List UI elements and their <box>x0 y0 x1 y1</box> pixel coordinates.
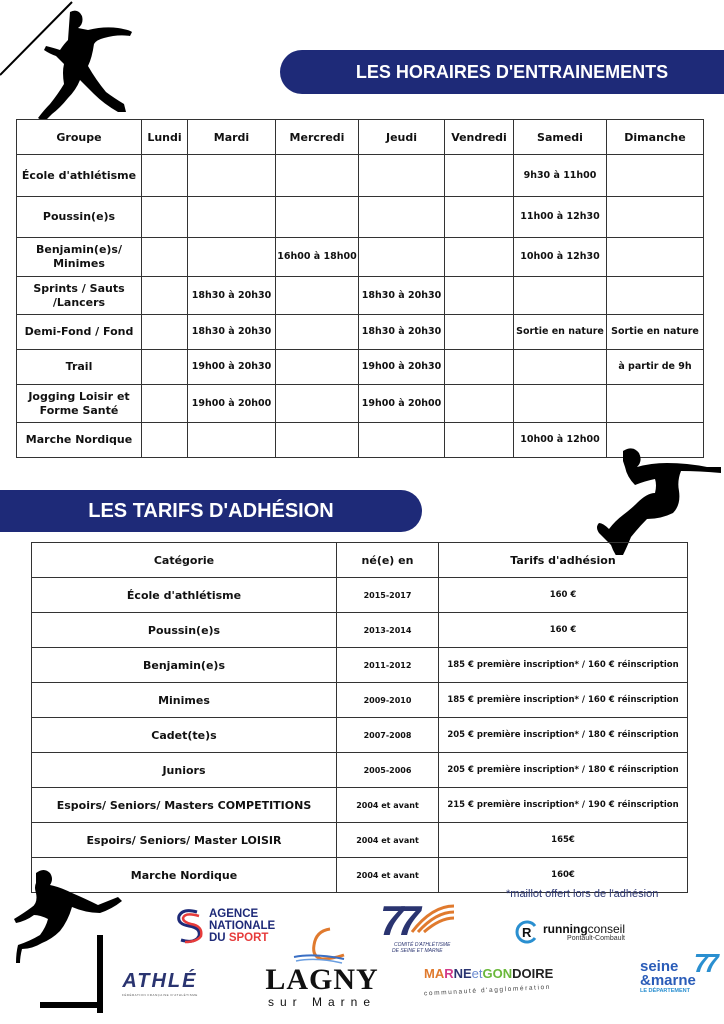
tarif-born-cell: 2004 et avant <box>337 858 439 893</box>
tarif-category-cell: Espoirs/ Seniors/ Master LOISIR <box>32 823 337 858</box>
schedule-time-cell <box>276 385 359 423</box>
tarif-born-cell: 2015-2017 <box>337 578 439 613</box>
tarif-price-cell: 165€ <box>439 823 688 858</box>
schedule-time-cell <box>607 277 704 315</box>
tarif-price-cell: 205 € première inscription* / 180 € réinscription <box>439 718 688 753</box>
svg-text:R: R <box>522 925 532 940</box>
schedule-time-cell <box>142 385 188 423</box>
tarif-price-cell: 215 € première inscription* / 190 € réinscription <box>439 788 688 823</box>
header-jeudi: Jeudi <box>359 120 445 155</box>
schedule-time-cell <box>276 155 359 197</box>
tarifs-table <box>31 542 688 893</box>
mg-f: DOIRE <box>512 966 554 981</box>
schedule-time-cell: 19h00 à 20h00 <box>359 385 445 423</box>
lagny-name: LAGNY <box>265 963 379 996</box>
schedule-group-cell: Trail <box>17 350 142 385</box>
mg-c: NE <box>453 966 472 981</box>
mg-sub: communauté d'agglomération <box>423 983 552 998</box>
tarif-category-cell: Juniors <box>32 753 337 788</box>
header-mercredi: Mercredi <box>276 120 359 155</box>
header-samedi: Samedi <box>514 120 607 155</box>
schedule-time-cell: 10h00 à 12h00 <box>514 423 607 458</box>
tarif-category-cell: Espoirs/ Seniors/ Masters COMPETITIONS <box>32 788 337 823</box>
schedule-time-cell <box>142 197 188 238</box>
sm-num: 77 <box>693 948 715 978</box>
schedule-time-cell <box>142 350 188 385</box>
ans-logo <box>175 908 275 944</box>
athle-logo <box>122 970 198 997</box>
schedule-time-cell <box>445 238 514 277</box>
schedule-time-cell: 9h30 à 11h00 <box>514 155 607 197</box>
schedule-time-cell <box>445 155 514 197</box>
schedule-time-cell <box>359 155 445 197</box>
schedule-group-cell: Sprints / Sauts /Lancers <box>17 277 142 315</box>
lagny-sub: sur Marne <box>267 995 377 1009</box>
schedule-time-cell <box>445 423 514 458</box>
tarif-born-cell: 2009-2010 <box>337 683 439 718</box>
running-name-a: running <box>543 921 588 936</box>
running-sub: Pontault-Combault <box>567 934 626 942</box>
tarifs-footnote: *maillot offert lors de l'adhésion <box>506 888 659 900</box>
tarif-price-cell: 185 € première inscription* / 160 € réinscription <box>439 648 688 683</box>
tarif-born-cell: 2013-2014 <box>337 613 439 648</box>
sm-line1: seine <box>640 958 679 975</box>
schedule-time-cell <box>276 315 359 350</box>
ans-line2: NATIONALE <box>209 920 276 932</box>
schedule-time-cell <box>445 277 514 315</box>
schedule-time-cell <box>514 277 607 315</box>
schedule-row <box>17 350 704 385</box>
schedule-title-banner <box>280 50 724 94</box>
schedule-time-cell: 11h00 à 12h30 <box>514 197 607 238</box>
schedule-table <box>16 119 704 458</box>
tarifs-row <box>32 648 688 683</box>
schedule-row <box>17 155 704 197</box>
tarif-born-cell: 2004 et avant <box>337 788 439 823</box>
header-lundi: Lundi <box>142 120 188 155</box>
schedule-time-cell <box>188 197 276 238</box>
tarif-price-cell: 160€ <box>439 858 688 893</box>
comite77-sub2: DE SEINE ET MARNE <box>392 948 443 954</box>
mg-d: et <box>471 966 483 981</box>
schedule-time-cell: à partir de 9h <box>607 350 704 385</box>
schedule-time-cell <box>359 423 445 458</box>
sm-line2: &marne <box>640 972 696 989</box>
running-conseil-r-icon <box>515 920 539 944</box>
schedule-time-cell <box>276 423 359 458</box>
comite77-logo <box>380 897 460 954</box>
header-categorie: Catégorie <box>32 543 337 578</box>
schedule-time-cell: 19h00 à 20h30 <box>188 350 276 385</box>
schedule-group-cell: Demi-Fond / Fond <box>17 315 142 350</box>
schedule-time-cell <box>142 315 188 350</box>
schedule-time-cell: 19h00 à 20h00 <box>188 385 276 423</box>
header-groupe: Groupe <box>17 120 142 155</box>
mg-a: MA <box>424 966 445 981</box>
lagny-swoosh-icon <box>290 925 350 965</box>
schedule-group-cell: Benjamin(e)s/ Minimes <box>17 238 142 277</box>
schedule-header-row <box>17 120 704 155</box>
header-tarifs: Tarifs d'adhésion <box>439 543 688 578</box>
tarif-category-cell: Cadet(te)s <box>32 718 337 753</box>
schedule-title: LES HORAIRES D'ENTRAINEMENTS <box>355 61 669 82</box>
mg-b: R <box>444 966 454 981</box>
tarifs-row <box>32 718 688 753</box>
athle-sub: FÉDÉRATION FRANÇAISE D'ATHLÉTISME <box>122 993 198 997</box>
schedule-group-cell: École d'athlétisme <box>17 155 142 197</box>
tarifs-row <box>32 613 688 648</box>
javelin-thrower-icon <box>0 0 160 120</box>
header-ne-en: né(e) en <box>337 543 439 578</box>
header-dimanche: Dimanche <box>607 120 704 155</box>
tarifs-row <box>32 578 688 613</box>
running-name-b: conseil <box>587 921 626 936</box>
schedule-time-cell <box>607 155 704 197</box>
comite77-sub1: COMITÉ D'ATHLÉTISME <box>394 942 451 948</box>
tarif-category-cell: Marche Nordique <box>32 858 337 893</box>
schedule-time-cell: 16h00 à 18h00 <box>276 238 359 277</box>
header-vendredi: Vendredi <box>445 120 514 155</box>
schedule-time-cell <box>276 277 359 315</box>
schedule-row <box>17 197 704 238</box>
schedule-time-cell: Sortie en nature <box>514 315 607 350</box>
header-mardi: Mardi <box>188 120 276 155</box>
schedule-group-cell: Jogging Loisir et Forme Santé <box>17 385 142 423</box>
tarifs-row <box>32 753 688 788</box>
schedule-time-cell <box>607 238 704 277</box>
schedule-row <box>17 385 704 423</box>
schedule-time-cell <box>445 350 514 385</box>
comite77-stripes-icon <box>410 904 456 934</box>
sm-sub: LE DÉPARTEMENT <box>640 988 691 994</box>
schedule-time-cell <box>445 385 514 423</box>
mg-e: GON <box>482 966 513 981</box>
tarif-price-cell: 160 € <box>439 578 688 613</box>
ans-s-icon <box>175 908 203 944</box>
tarif-category-cell: École d'athlétisme <box>32 578 337 613</box>
schedule-time-cell <box>142 423 188 458</box>
schedule-time-cell <box>607 385 704 423</box>
schedule-time-cell: 18h30 à 20h30 <box>359 315 445 350</box>
tarifs-row <box>32 788 688 823</box>
tarif-born-cell: 2007-2008 <box>337 718 439 753</box>
schedule-time-cell <box>607 197 704 238</box>
schedule-time-cell: 10h00 à 12h30 <box>514 238 607 277</box>
tarif-category-cell: Benjamin(e)s <box>32 648 337 683</box>
schedule-group-cell: Marche Nordique <box>17 423 142 458</box>
schedule-time-cell <box>359 238 445 277</box>
comite77-num: 77 <box>380 897 415 944</box>
tarif-category-cell: Poussin(e)s <box>32 613 337 648</box>
lagny-logo <box>256 965 388 1009</box>
long-jumper-icon <box>565 445 724 555</box>
schedule-time-cell <box>445 197 514 238</box>
tarif-price-cell: 185 € première inscription* / 160 € réinscription <box>439 683 688 718</box>
tarif-born-cell: 2011-2012 <box>337 648 439 683</box>
schedule-time-cell <box>142 155 188 197</box>
tarifs-title-banner <box>0 490 422 532</box>
tarif-born-cell: 2005-2006 <box>337 753 439 788</box>
running-conseil-logo <box>515 920 625 944</box>
schedule-time-cell: 18h30 à 20h30 <box>188 315 276 350</box>
schedule-time-cell <box>445 315 514 350</box>
schedule-time-cell: 18h30 à 20h30 <box>359 277 445 315</box>
schedule-time-cell <box>188 238 276 277</box>
schedule-time-cell: 19h00 à 20h30 <box>359 350 445 385</box>
ans-line1: AGENCE <box>209 908 259 920</box>
schedule-time-cell <box>142 277 188 315</box>
tarif-price-cell: 205 € première inscription* / 180 € réinscription <box>439 753 688 788</box>
seine-marne-logo <box>640 948 715 994</box>
schedule-time-cell <box>276 197 359 238</box>
tarifs-title: LES TARIFS D'ADHÉSION <box>88 499 334 522</box>
schedule-time-cell <box>359 197 445 238</box>
marne-gondoire-logo <box>423 966 554 998</box>
schedule-time-cell <box>276 350 359 385</box>
tarifs-row <box>32 823 688 858</box>
hurdler-icon <box>0 865 130 1015</box>
schedule-group-cell: Poussin(e)s <box>17 197 142 238</box>
schedule-time-cell <box>514 385 607 423</box>
schedule-time-cell: 18h30 à 20h30 <box>188 277 276 315</box>
athle-name: ATHLÉ <box>122 970 198 992</box>
schedule-row <box>17 238 704 277</box>
schedule-time-cell <box>188 423 276 458</box>
schedule-time-cell: Sortie en nature <box>607 315 704 350</box>
tarif-category-cell: Minimes <box>32 683 337 718</box>
schedule-time-cell <box>142 238 188 277</box>
tarifs-header-row <box>32 543 688 578</box>
schedule-row <box>17 277 704 315</box>
tarifs-row <box>32 683 688 718</box>
ans-line3a: DU <box>209 932 229 944</box>
tarif-price-cell: 160 € <box>439 613 688 648</box>
tarif-born-cell: 2004 et avant <box>337 823 439 858</box>
schedule-time-cell <box>188 155 276 197</box>
schedule-time-cell <box>514 350 607 385</box>
schedule-row <box>17 315 704 350</box>
ans-line3b: SPORT <box>228 932 269 944</box>
